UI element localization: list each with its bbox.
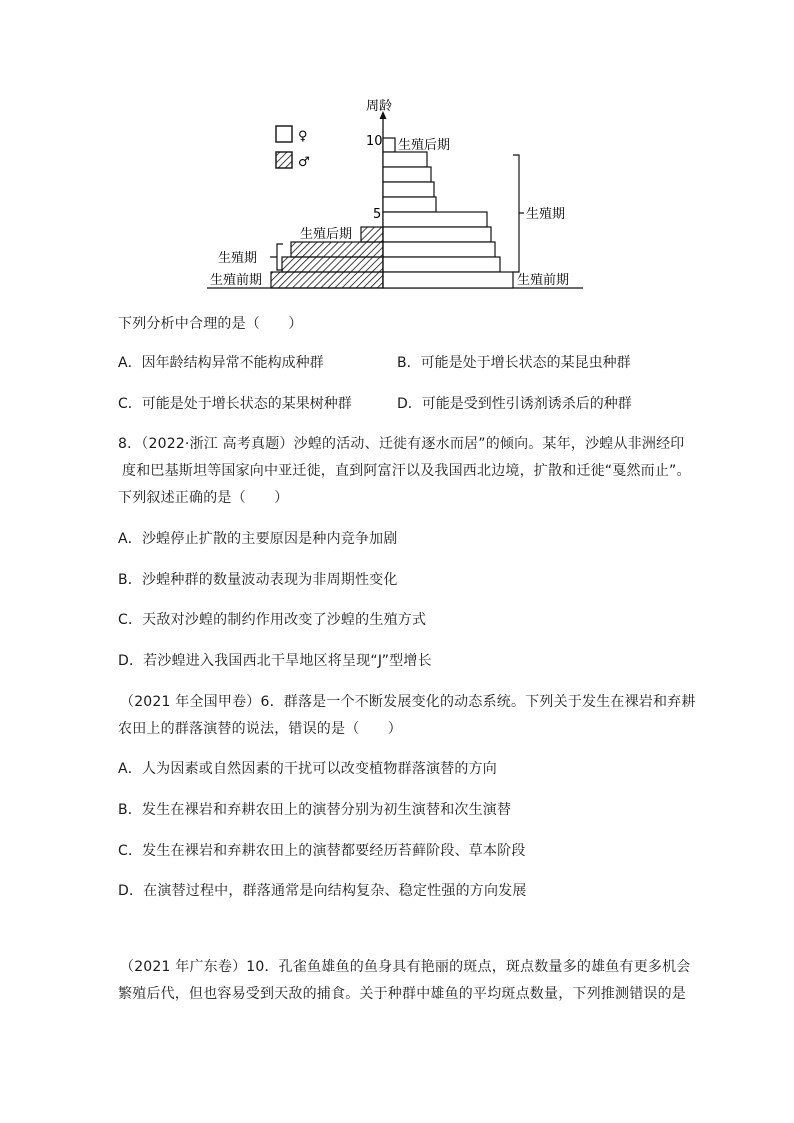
female-bar-4 [383,227,491,242]
female-bar-2 [383,257,500,272]
q6-option-a: A．人为因素或自然因素的干扰可以改变植物群落演替的方向 [118,761,497,777]
legend-male-symbol: ♂ [298,155,310,170]
q10-stem-line1: （2021 年广东卷）10．孔雀鱼雄鱼的鱼身具有艳丽的斑点，斑点数量多的雄鱼有更多机会 [120,959,691,975]
q6-stem-line1: （2021 年全国甲卷）6．群落是一个不断发展变化的动态系统。下列关于发生在裸岩和弃耕 [120,694,696,710]
legend-male-box [276,152,292,168]
female-bar-9 [383,152,427,167]
right-label-post-reproductive: 生殖后期 [398,138,451,153]
female-bar-8 [383,167,431,182]
q8-option-c: C．天敌对沙蝗的制约作用改变了沙蝗的生殖方式 [118,612,427,628]
female-bar-1 [383,272,513,288]
male-bar-2 [282,257,383,272]
q6-stem-line2: 农田上的群落演替的说法，错误的是（ ） [118,721,402,737]
legend-female-box [276,126,292,142]
age-pyramid-figure [0,0,794,300]
q8-option-b: B．沙蝗种群的数量波动表现为非周期性变化 [118,572,398,588]
q7-option-c: C．可能是处于增长状态的某果树种群 [118,396,352,412]
q8-stem-line2: 度和巴基斯坦等国家向中亚迁徙，直到阿富汗以及我国西北边境，扩散和迁徙“戛然而止”。 [122,463,691,479]
left-label-pre-reproductive: 生殖前期 [210,273,263,288]
q6-option-b: B．发生在裸岩和弃耕农田上的演替分别为初生演替和次生演替 [118,802,512,818]
q8-stem-line1: 8．（2022·浙江 高考真题）沙蝗的活动、迁徙有逐水而居”的倾向。某年，沙蝗从非洲经印 [118,436,685,452]
tick-10: 10 [366,134,383,149]
left-label-reproductive: 生殖期 [218,251,258,266]
legend-female-symbol: ♀ [298,129,308,144]
q6-option-d: D．在演替过程中，群落通常是向结构复杂、稳定性强的方向发展 [118,883,527,899]
right-bracket [513,155,524,272]
female-bar-3 [383,242,495,257]
left-bracket [270,244,283,270]
right-label-pre-reproductive: 生殖前期 [517,273,570,288]
female-bar-10 [383,138,395,152]
q8-stem-line3: 下列叙述正确的是（ ） [118,490,289,506]
male-bar-4 [361,227,383,242]
female-bar-6 [383,197,436,212]
q7-option-d: D．可能是受到性引诱剂诱杀后的种群 [397,396,632,412]
female-bar-7 [383,182,434,197]
male-bar-3 [291,242,383,257]
q8-option-d: D．若沙蝗进入我国西北干旱地区将呈现“J”型增长 [118,653,432,669]
right-label-reproductive: 生殖期 [526,207,566,222]
q8-option-a: A．沙蝗停止扩散的主要原因是种内竞争加剧 [118,531,398,547]
y-axis-label: 周龄 [366,99,393,114]
left-label-post-reproductive: 生殖后期 [300,227,353,242]
q6-option-c: C．发生在裸岩和弃耕农田上的演替都要经历苔藓阶段、草本阶段 [118,843,526,859]
q7-stem: 下列分析中合理的是（ ） [118,316,303,332]
female-bar-5 [383,212,487,227]
q7-option-a: A．因年龄结构异常不能构成种群 [118,355,324,371]
q7-option-b: B．可能是处于增长状态的某昆虫种群 [397,355,631,371]
q10-stem-line2: 繁殖后代，但也容易受到天敌的捕食。关于种群中雄鱼的平均斑点数量，下列推测错误的是 [118,986,686,1002]
male-bar-1 [271,272,383,288]
tick-5: 5 [373,207,382,222]
